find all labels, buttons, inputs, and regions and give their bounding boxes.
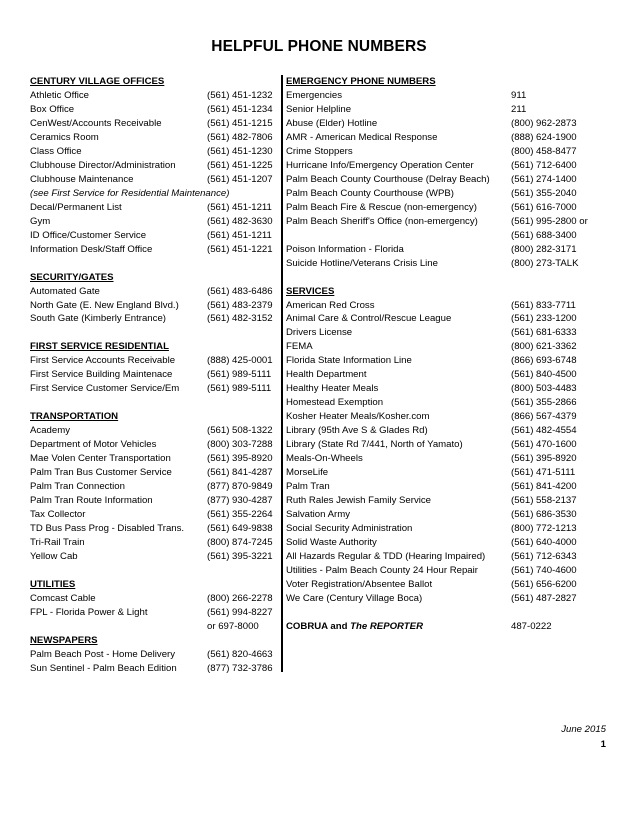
phone-number: (800) 273-TALK: [511, 257, 579, 269]
directory-entry: [286, 452, 611, 466]
entry-name: Solid Waste Authority: [286, 536, 377, 548]
section-heading-label: NEWSPAPERS: [30, 634, 98, 646]
entry-name: Department of Motor Vehicles: [30, 439, 157, 451]
phone-number: (561) 451-1232: [207, 89, 273, 101]
entry-name: North Gate (E. New England Blvd.): [30, 299, 179, 311]
directory-entry: [286, 145, 611, 159]
directory-entry: [30, 536, 278, 550]
entry-name: Kosher Heater Meals/Kosher.com: [286, 411, 430, 423]
directory-entry: [286, 368, 611, 382]
directory-entry: [30, 285, 278, 299]
phone-number: (561) 482-3630: [207, 215, 273, 227]
entry-name: We Care (Century Village Boca): [286, 592, 423, 604]
phone-number: (561) 833-7711: [511, 299, 576, 311]
directory-entry: [286, 438, 611, 452]
entry-name: FEMA: [286, 341, 313, 353]
directory-entry: [30, 382, 278, 396]
entry-name: Drivers License: [286, 327, 353, 339]
entry-name: Academy: [30, 425, 70, 437]
entry-name: Palm Tran: [286, 481, 330, 493]
directory-entry: [286, 508, 611, 522]
directory-entry: [286, 173, 611, 187]
directory-entry: [286, 89, 611, 103]
spacer-row: [30, 564, 278, 578]
page-title: HELPFUL PHONE NUMBERS: [211, 38, 427, 55]
phone-number: (888) 624-1900: [511, 131, 577, 143]
section-heading-label: TRANSPORTATION: [30, 411, 119, 423]
note-row: [30, 187, 278, 201]
directory-entry: [30, 522, 278, 536]
phone-number: (877) 870-9849: [207, 481, 273, 493]
footer-date: June 2015: [561, 724, 606, 735]
cobrua-label: [286, 620, 423, 634]
page-number: 1: [600, 739, 606, 750]
directory-entry: [30, 424, 278, 438]
entry-name: South Gate (Kimberly Entrance): [30, 313, 166, 325]
left-column: [30, 75, 278, 676]
phone-number: (800) 458-8477: [511, 145, 577, 157]
entry-name: Box Office: [30, 103, 75, 115]
directory-entry: [30, 229, 278, 243]
entry-name: Palm Tran Route Information: [30, 495, 153, 507]
entry-name: Crime Stoppers: [286, 145, 353, 157]
cobrua-row: [286, 620, 611, 634]
directory-entry: [30, 145, 278, 159]
phone-number: (866) 693-6748: [511, 355, 577, 367]
directory-entry: [286, 354, 611, 368]
section-heading: [30, 271, 278, 285]
spacer-row: [286, 606, 611, 620]
phone-number: (561) 995-2800 or: [511, 215, 588, 227]
phone-number: (561) 649-9838: [207, 523, 273, 534]
entry-name: Utilities - Palm Beach County 24 Hour Repair: [286, 564, 478, 576]
entry-name: Palm Beach Sheriff's Office (non-emergency): [286, 215, 478, 227]
spacer-row: [30, 326, 278, 340]
phone-number: 911: [511, 89, 527, 101]
phone-number: (561) 483-2379: [207, 299, 273, 311]
phone-number: (561) 355-2866: [511, 397, 577, 409]
section-heading: [286, 75, 611, 89]
phone-number: (561) 989-5111: [207, 369, 272, 381]
phone-number: (561) 712-6343: [511, 550, 577, 562]
section-heading: [30, 578, 278, 592]
entry-name: Gym: [30, 215, 51, 227]
directory-entry: [30, 243, 278, 257]
entry-name: Suicide Hotline/Veterans Crisis Line: [286, 257, 438, 269]
entry-name: CenWest/Accounts Receivable: [30, 117, 162, 129]
entry-name: Comcast Cable: [30, 592, 96, 604]
phone-number: (561) 482-3152: [207, 313, 273, 325]
section-heading: [30, 75, 278, 89]
entry-name: Senior Helpline: [286, 103, 352, 115]
entry-name: TD Bus Pass Prog - Disabled Trans.: [30, 523, 185, 534]
entry-name: Ceramics Room: [30, 131, 99, 143]
section-heading: [286, 285, 611, 299]
entry-name: Florida State Information Line: [286, 355, 412, 367]
phone-number: (561) 686-3530: [511, 509, 577, 521]
phone-number: (561) 395-8920: [511, 453, 577, 465]
reporter-label: The REPORTER: [350, 620, 423, 632]
phone-number: (561) 395-8920: [207, 453, 273, 465]
phone-number: (561) 451-1207: [207, 173, 273, 185]
entry-name: Clubhouse Maintenance: [30, 173, 134, 185]
directory-entry: [30, 215, 278, 229]
directory-entry: [30, 494, 278, 508]
directory-entry: [286, 564, 611, 578]
phone-number: (800) 282-3171: [511, 243, 577, 255]
entry-name: Hurricane Info/Emergency Operation Center: [286, 159, 474, 171]
entry-name: FPL - Florida Power & Light: [30, 606, 148, 618]
phone-number: (561) 355-2264: [207, 509, 273, 521]
phone-number: (561) 656-6200: [511, 578, 577, 590]
phone-number: (561) 820-4663: [207, 648, 273, 660]
phone-number: (866) 567-4379: [511, 411, 577, 423]
spacer-row: [30, 396, 278, 410]
phone-number: (561) 451-1230: [207, 145, 273, 157]
phone-number: (561) 451-1234: [207, 103, 273, 115]
phone-number: (800) 503-4483: [511, 383, 577, 395]
entry-name: Healthy Heater Meals: [286, 383, 379, 395]
entry-name: Voter Registration/Absentee Ballot: [286, 578, 433, 590]
section-heading-label: FIRST SERVICE RESIDENTIAL: [30, 341, 169, 353]
phone-number: (877) 930-4287: [207, 495, 273, 507]
section-heading-label: SERVICES: [286, 285, 335, 297]
phone-number: (561) 640-4000: [511, 536, 577, 548]
directory-entry: [286, 215, 611, 229]
entry-name: Palm Tran Bus Customer Service: [30, 467, 172, 479]
entry-name: Health Department: [286, 369, 367, 381]
phone-number: (800) 303-7288: [207, 439, 273, 451]
section-heading-label: EMERGENCY PHONE NUMBERS: [286, 76, 436, 87]
directory-entry: [286, 103, 611, 117]
phone-number: (561) 841-4200: [511, 481, 577, 493]
phone-number: (877) 732-3786: [207, 662, 273, 674]
directory-entry: [30, 354, 278, 368]
entry-name: First Service Building Maintenace: [30, 369, 173, 381]
entry-name: AMR - American Medical Response: [286, 131, 438, 143]
directory-entry: [30, 131, 278, 145]
phone-number: (800) 266-2278: [207, 592, 273, 604]
entry-name: Poison Information - Florida: [286, 243, 404, 255]
phone-number: (561) 451-1215: [207, 117, 273, 129]
directory-entry: [30, 368, 278, 382]
directory-entry: [286, 187, 611, 201]
phone-number: (800) 621-3362: [511, 341, 577, 353]
phone-number: (561) 451-1211: [207, 229, 272, 241]
entry-name: First Service Accounts Receivable: [30, 355, 176, 367]
phone-number: (561) 395-3221: [207, 550, 273, 562]
directory-entry: [286, 494, 611, 508]
directory-entry: [286, 410, 611, 424]
entry-name: Yellow Cab: [30, 550, 78, 562]
directory-entry: [286, 131, 611, 145]
section-heading: [30, 634, 278, 648]
directory-entry: [30, 103, 278, 117]
phone-number: (561) 451-1221: [207, 243, 273, 255]
directory-entry: [286, 201, 611, 215]
phone-number: (800) 772-1213: [511, 523, 577, 534]
section-heading: [30, 410, 278, 424]
entry-name: Tri-Rail Train: [30, 536, 85, 548]
directory-entry: [286, 340, 611, 354]
directory-entry: [30, 662, 278, 676]
phone-number: (561) 274-1400: [511, 173, 577, 185]
directory-entry: [286, 592, 611, 606]
entry-name: ID Office/Customer Service: [30, 229, 147, 241]
entry-name: Emergencies: [286, 89, 342, 101]
directory-entry: [30, 648, 278, 662]
directory-entry: [30, 201, 278, 215]
phone-number: (561) 681-6333: [511, 327, 577, 339]
phone-number: (561) 233-1200: [511, 313, 577, 325]
directory-entry: [286, 550, 611, 564]
phone-number: 487-0222: [511, 620, 552, 632]
entry-name: Automated Gate: [30, 285, 100, 297]
entry-name: American Red Cross: [286, 299, 375, 311]
directory-entry: [286, 396, 611, 410]
phone-number: (561) 994-8227: [207, 606, 273, 618]
directory-entry: [30, 89, 278, 103]
entry-name: Class Office: [30, 145, 82, 157]
directory-entry: [30, 452, 278, 466]
phone-number: (561) 483-6486: [207, 285, 273, 297]
phone-number: (561) 482-7806: [207, 131, 273, 143]
entry-name: Social Security Administration: [286, 523, 413, 534]
directory-entry: [286, 578, 611, 592]
phone-number: (561) 712-6400: [511, 159, 577, 171]
entry-name: Palm Beach Fire & Rescue (non-emergency): [286, 201, 477, 213]
directory-entry: [286, 424, 611, 438]
section-heading-label: SECURITY/GATES: [30, 271, 114, 283]
directory-entry: [30, 620, 278, 634]
entry-name: Animal Care & Control/Rescue League: [286, 313, 452, 325]
entry-name: Salvation Army: [286, 509, 350, 521]
entry-name: MorseLife: [286, 467, 329, 479]
entry-name: Palm Beach County Courthouse (Delray Beach): [286, 173, 490, 185]
entry-name: Meals-On-Wheels: [286, 453, 363, 465]
note-text: (see First Service for Residential Maintenance): [30, 187, 230, 199]
entry-name: Mae Volen Center Transportation: [30, 453, 171, 465]
entry-name: Sun Sentinel - Palm Beach Edition: [30, 662, 177, 674]
entry-name: Palm Beach Post - Home Delivery: [30, 648, 176, 660]
directory-entry: [30, 592, 278, 606]
column-divider: [281, 75, 283, 672]
directory-entry: [286, 243, 611, 257]
phone-number: (561) 470-1600: [511, 439, 577, 451]
directory-entry: [30, 117, 278, 131]
entry-name: Homestead Exemption: [286, 397, 384, 409]
phone-number: (888) 425-0001: [207, 355, 273, 367]
phone-number: (561) 688-3400: [511, 229, 577, 241]
entry-name: Ruth Rales Jewish Family Service: [286, 495, 432, 507]
directory-entry: [286, 466, 611, 480]
directory-entry: [286, 522, 611, 536]
phone-number: (561) 451-1211: [207, 201, 272, 213]
entry-name: Library (95th Ave S & Glades Rd): [286, 425, 428, 437]
directory-entry: [286, 536, 611, 550]
phone-number: (561) 558-2137: [511, 495, 577, 507]
section-heading-label: CENTURY VILLAGE OFFICES: [30, 76, 165, 87]
directory-entry: [286, 326, 611, 340]
directory-entry: [286, 312, 611, 326]
entry-name: First Service Customer Service/Em: [30, 383, 180, 395]
phone-number: 211: [511, 103, 527, 115]
directory-entry: [30, 480, 278, 494]
directory-entry: [30, 606, 278, 620]
directory-entry: [30, 299, 278, 313]
right-column: [286, 75, 611, 634]
phone-number: (561) 355-2040: [511, 187, 577, 199]
entry-name: Palm Beach County Courthouse (WPB): [286, 187, 454, 199]
directory-entry: [30, 173, 278, 187]
directory-entry: [286, 382, 611, 396]
directory-entry: [286, 480, 611, 494]
directory-entry: [286, 159, 611, 173]
phone-number: (561) 989-5111: [207, 383, 272, 395]
phone-number: (800) 874-7245: [207, 536, 273, 548]
directory-entry: [286, 229, 611, 243]
phone-number: or 697-8000: [207, 620, 259, 632]
directory-entry: [30, 438, 278, 452]
cobrua-label-prefix: COBRUA and: [286, 620, 351, 632]
entry-name: Tax Collector: [30, 509, 86, 521]
directory-entry: [30, 466, 278, 480]
entry-name: Clubhouse Director/Administration: [30, 159, 176, 171]
phone-number: (561) 841-4287: [207, 467, 273, 479]
entry-name: Information Desk/Staff Office: [30, 243, 153, 255]
entry-name: Library (State Rd 7/441, North of Yamato): [286, 439, 463, 451]
directory-entry: [30, 508, 278, 522]
phone-number: (800) 962-2873: [511, 117, 577, 129]
section-heading-label: UTILITIES: [30, 578, 76, 590]
phone-number: (561) 740-4600: [511, 564, 577, 576]
entry-name: Palm Tran Connection: [30, 481, 125, 493]
phone-number: (561) 487-2827: [511, 592, 577, 604]
directory-entry: [30, 159, 278, 173]
phone-number: (561) 451-1225: [207, 159, 273, 171]
directory-entry: [286, 299, 611, 313]
directory-entry: [30, 312, 278, 326]
entry-name: All Hazards Regular & TDD (Hearing Impaired): [286, 550, 486, 562]
phone-number: (561) 616-7000: [511, 201, 577, 213]
section-heading: [30, 340, 278, 354]
directory-entry: [30, 550, 278, 564]
directory-entry: [286, 117, 611, 131]
entry-name: Decal/Permanent List: [30, 201, 122, 213]
phone-number: (561) 471-5111: [511, 467, 576, 479]
entry-name: Abuse (Elder) Hotline: [286, 117, 378, 129]
directory-entry: [286, 257, 611, 271]
phone-number: (561) 508-1322: [207, 425, 273, 437]
phone-number: (561) 482-4554: [511, 425, 577, 437]
entry-name: Athletic Office: [30, 89, 90, 101]
phone-number: (561) 840-4500: [511, 369, 577, 381]
spacer-row: [286, 271, 611, 285]
spacer-row: [30, 257, 278, 271]
